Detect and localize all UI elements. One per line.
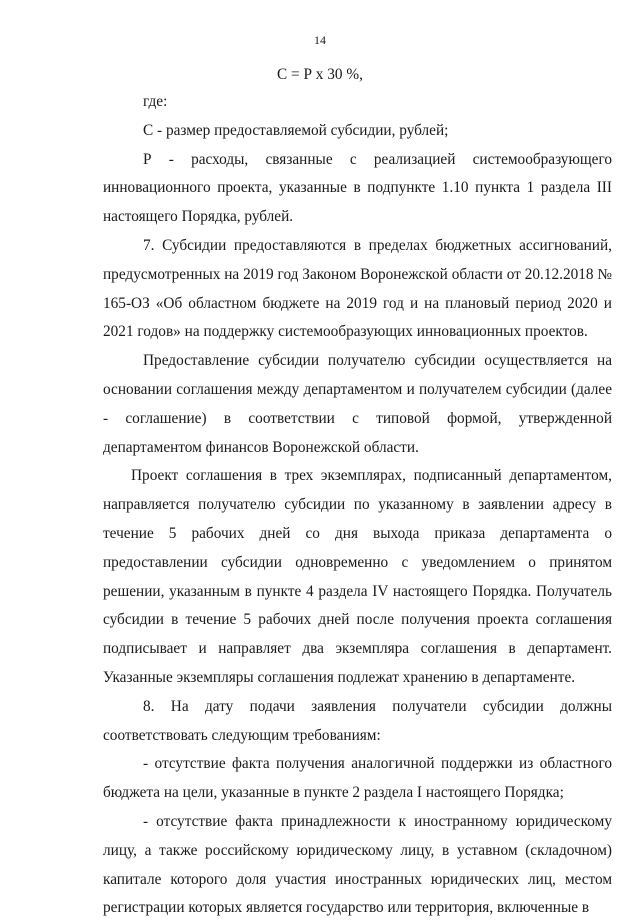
paragraph-requirement-2: - отсутствие факта принадлежности к иностранному юридическому лицу, а также российскому юридическому лицу, в уставном (складочном) капитале которого доля участия иностранных юридических лиц, местом регистрации которых является государство или территория, включенные в xyxy=(103,812,612,917)
paragraph-p-definition: Р - расходы, связанные с реализацией системообразующего инновационного проекта, указанные в подпункте 1.10 пункта 1 раздела III настоящего Порядка, рублей. xyxy=(103,150,612,226)
document-body xyxy=(103,88,612,923)
paragraph-item-8: 8. На дату подачи заявления получатели субсидии должны соответствовать следующим требованиям: xyxy=(103,697,612,744)
paragraph-item-7: 7. Субсидии предоставляются в пределах бюджетных ассигнований, предусмотренных на 2019 год Законом Воронежской области от 20.12.2018 № 165-ОЗ «Об областном бюджете на 2019 год и на плановый период 2020 и 2021 годов» на поддержку системообразующих инновационных проектов. xyxy=(103,236,612,341)
paragraph-draft-agreement: Проект соглашения в трех экземплярах, подписанный департаментом, направляется получателю субсидии по указанному в заявлении адресу в течение 5 рабочих дней со дня выхода приказа департамента о предоставлении субсидии одновременно с уведомлением о принятом решении, указанным в пункте 4 раздела IV настоящего Порядка. Получатель субсидии в течение 5 рабочих дней после получения проекта соглашения подписывает и направляет два экземпляра соглашения в департамент. Указанные экземпляры соглашения подлежат хранению в департаменте. xyxy=(103,467,612,686)
paragraph-where: где: xyxy=(143,93,168,110)
formula: С = Р х 30 %, xyxy=(277,66,363,83)
paragraph-requirement-1: - отсутствие факта получения аналогичной поддержки из областного бюджета на цели, указанные в пункте 2 раздела I настоящего Порядка; xyxy=(103,755,612,802)
page-number: 14 xyxy=(314,33,326,47)
paragraph-agreement: Предоставление субсидии получателю субсидии осуществляется на основании соглашения между департаментом и получателем субсидии (далее - соглашение) в соответствии с типовой формой, утвержденной департаментом финансов Воронежской области. xyxy=(103,352,612,456)
paragraph-c-definition: С - размер предоставляемой субсидии, рублей; xyxy=(143,121,449,139)
